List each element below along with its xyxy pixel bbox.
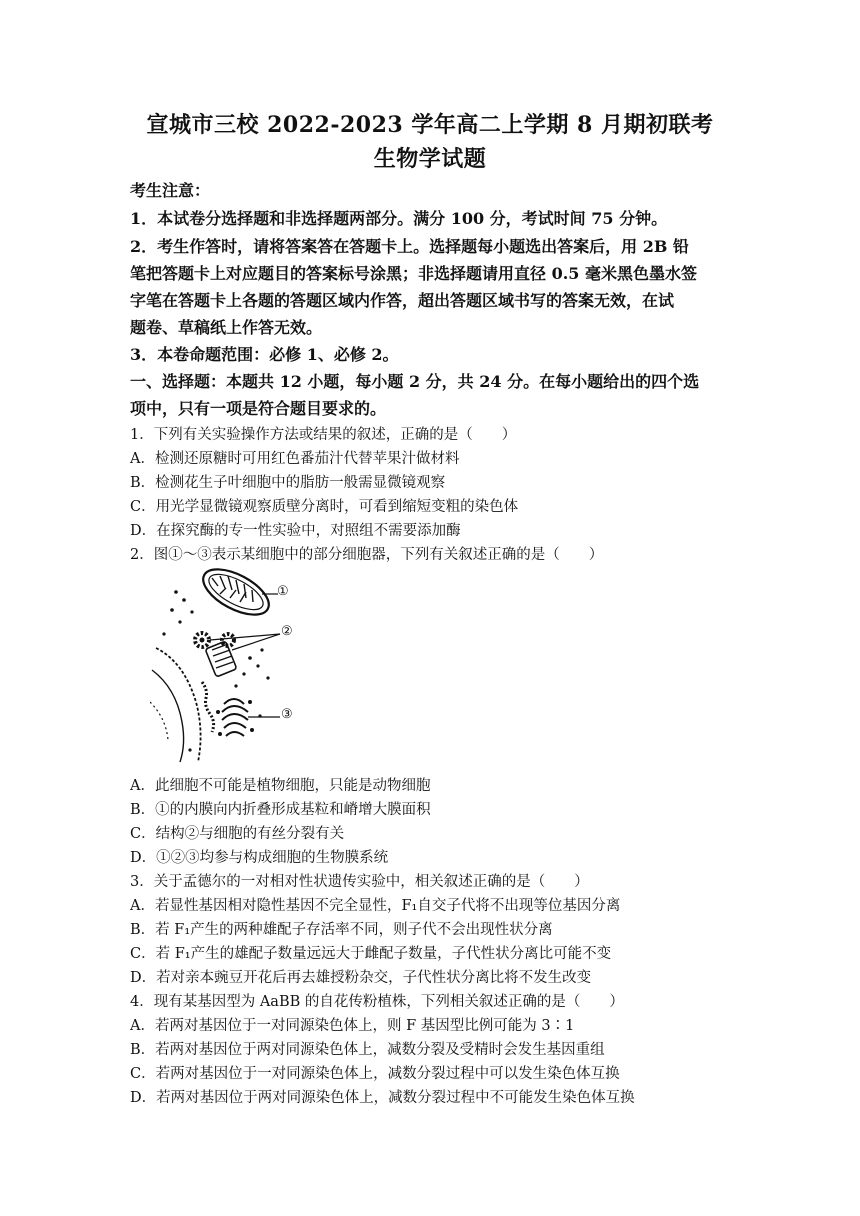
- notice-line: 字笔在答题卡上各题的答题区域内作答，超出答题区域书写的答案无效，在试: [130, 291, 675, 310]
- option-c: C．若 F₁产生的雄配子数量远远大于雌配子数量，子代性状分离比可能不变: [130, 946, 612, 962]
- organelle-figure: [150, 562, 310, 764]
- option-b: B．检测花生子叶细胞中的脂肪一般需显微镜观察: [130, 475, 446, 491]
- option-b: B．若 F₁产生的两种雄配子存活率不同，则子代不会出现性状分离: [130, 922, 553, 938]
- nucleus-edge-drawing: [150, 648, 214, 762]
- option-b: B．若两对基因位于两对同源染色体上，减数分裂及受精时会发生基因重组: [130, 1042, 605, 1058]
- notice-heading: 考生注意：: [130, 181, 211, 200]
- section-heading-cont: 项中，只有一项是符合题目要求的。: [130, 399, 387, 418]
- option-d: D．在探究酶的专一性实验中，对照组不需要添加酶: [130, 523, 461, 539]
- figure-label-3: ③: [281, 707, 293, 722]
- notice-line: 3．本卷命题范围：必修 1、必修 2。: [130, 345, 399, 364]
- figure-label-1: ①: [277, 584, 289, 599]
- option-b: B．①的内膜向内折叠形成基粒和嵴增大膜面积: [130, 802, 431, 818]
- option-c: C．若两对基因位于一对同源染色体上，减数分裂过程中可以发生染色体互换: [130, 1066, 620, 1082]
- question-stem: 3．关于孟德尔的一对相对性状遗传实验中，相关叙述正确的是（ ）: [130, 874, 589, 890]
- figure-label-2: ②: [281, 624, 293, 639]
- notice-line: 笔把答题卡上对应题目的答案标号涂黑；非选择题请用直径 0.5 毫米黑色墨水签: [130, 264, 697, 283]
- option-a: A．此细胞不可能是植物细胞，只能是动物细胞: [130, 778, 431, 794]
- notice-line: 题卷、草稿纸上作答无效。: [130, 318, 323, 337]
- option-c: C．用光学显微镜观察质壁分离时，可看到缩短变粗的染色体: [130, 499, 519, 515]
- option-d: D．若对亲本豌豆开花后再去雄授粉杂交，子代性状分离比将不发生改变: [130, 970, 592, 986]
- notice-line: 2．考生作答时，请将答案答在答题卡上。选择题每小题选出答案后，用 2B 铅: [130, 237, 689, 256]
- mitochondrion-drawing: [196, 562, 276, 624]
- section-heading: 一、选择题：本题共 12 小题，每小题 2 分，共 24 分。在每小题给出的四个选: [130, 372, 700, 391]
- question-stem: 4．现有某基因型为 AaBB 的自花传粉植株，下列相关叙述正确的是（ ）: [130, 994, 624, 1010]
- exam-title: 宣城市三校 2022-2023 学年高二上学期 8 月期初联考: [146, 112, 714, 138]
- option-d: D．若两对基因位于两对同源染色体上，减数分裂过程中不可能发生染色体互换: [130, 1090, 635, 1106]
- option-a: A．若显性基因相对隐性基因不完全显性，F₁自交子代将不出现等位基因分离: [130, 898, 621, 914]
- option-c: C．结构②与细胞的有丝分裂有关: [130, 826, 345, 842]
- option-a: A．若两对基因位于一对同源染色体上，则 F 基因型比例可能为 3∶1: [130, 1018, 575, 1034]
- option-a: A．检测还原糖时可用红色番茄汁代替苹果汁做材料: [130, 451, 460, 467]
- option-d: D．①②③均参与构成细胞的生物膜系统: [130, 850, 389, 866]
- question-stem: 1．下列有关实验操作方法或结果的叙述，正确的是（ ）: [130, 427, 517, 443]
- exam-subtitle: 生物学试题: [373, 146, 487, 172]
- question-stem: 2．图①～③表示某细胞中的部分细胞器，下列有关叙述正确的是（ ）: [130, 547, 604, 563]
- notice-line: 1．本试卷分选择题和非选择题两部分。满分 100 分，考试时间 75 分钟。: [130, 209, 668, 228]
